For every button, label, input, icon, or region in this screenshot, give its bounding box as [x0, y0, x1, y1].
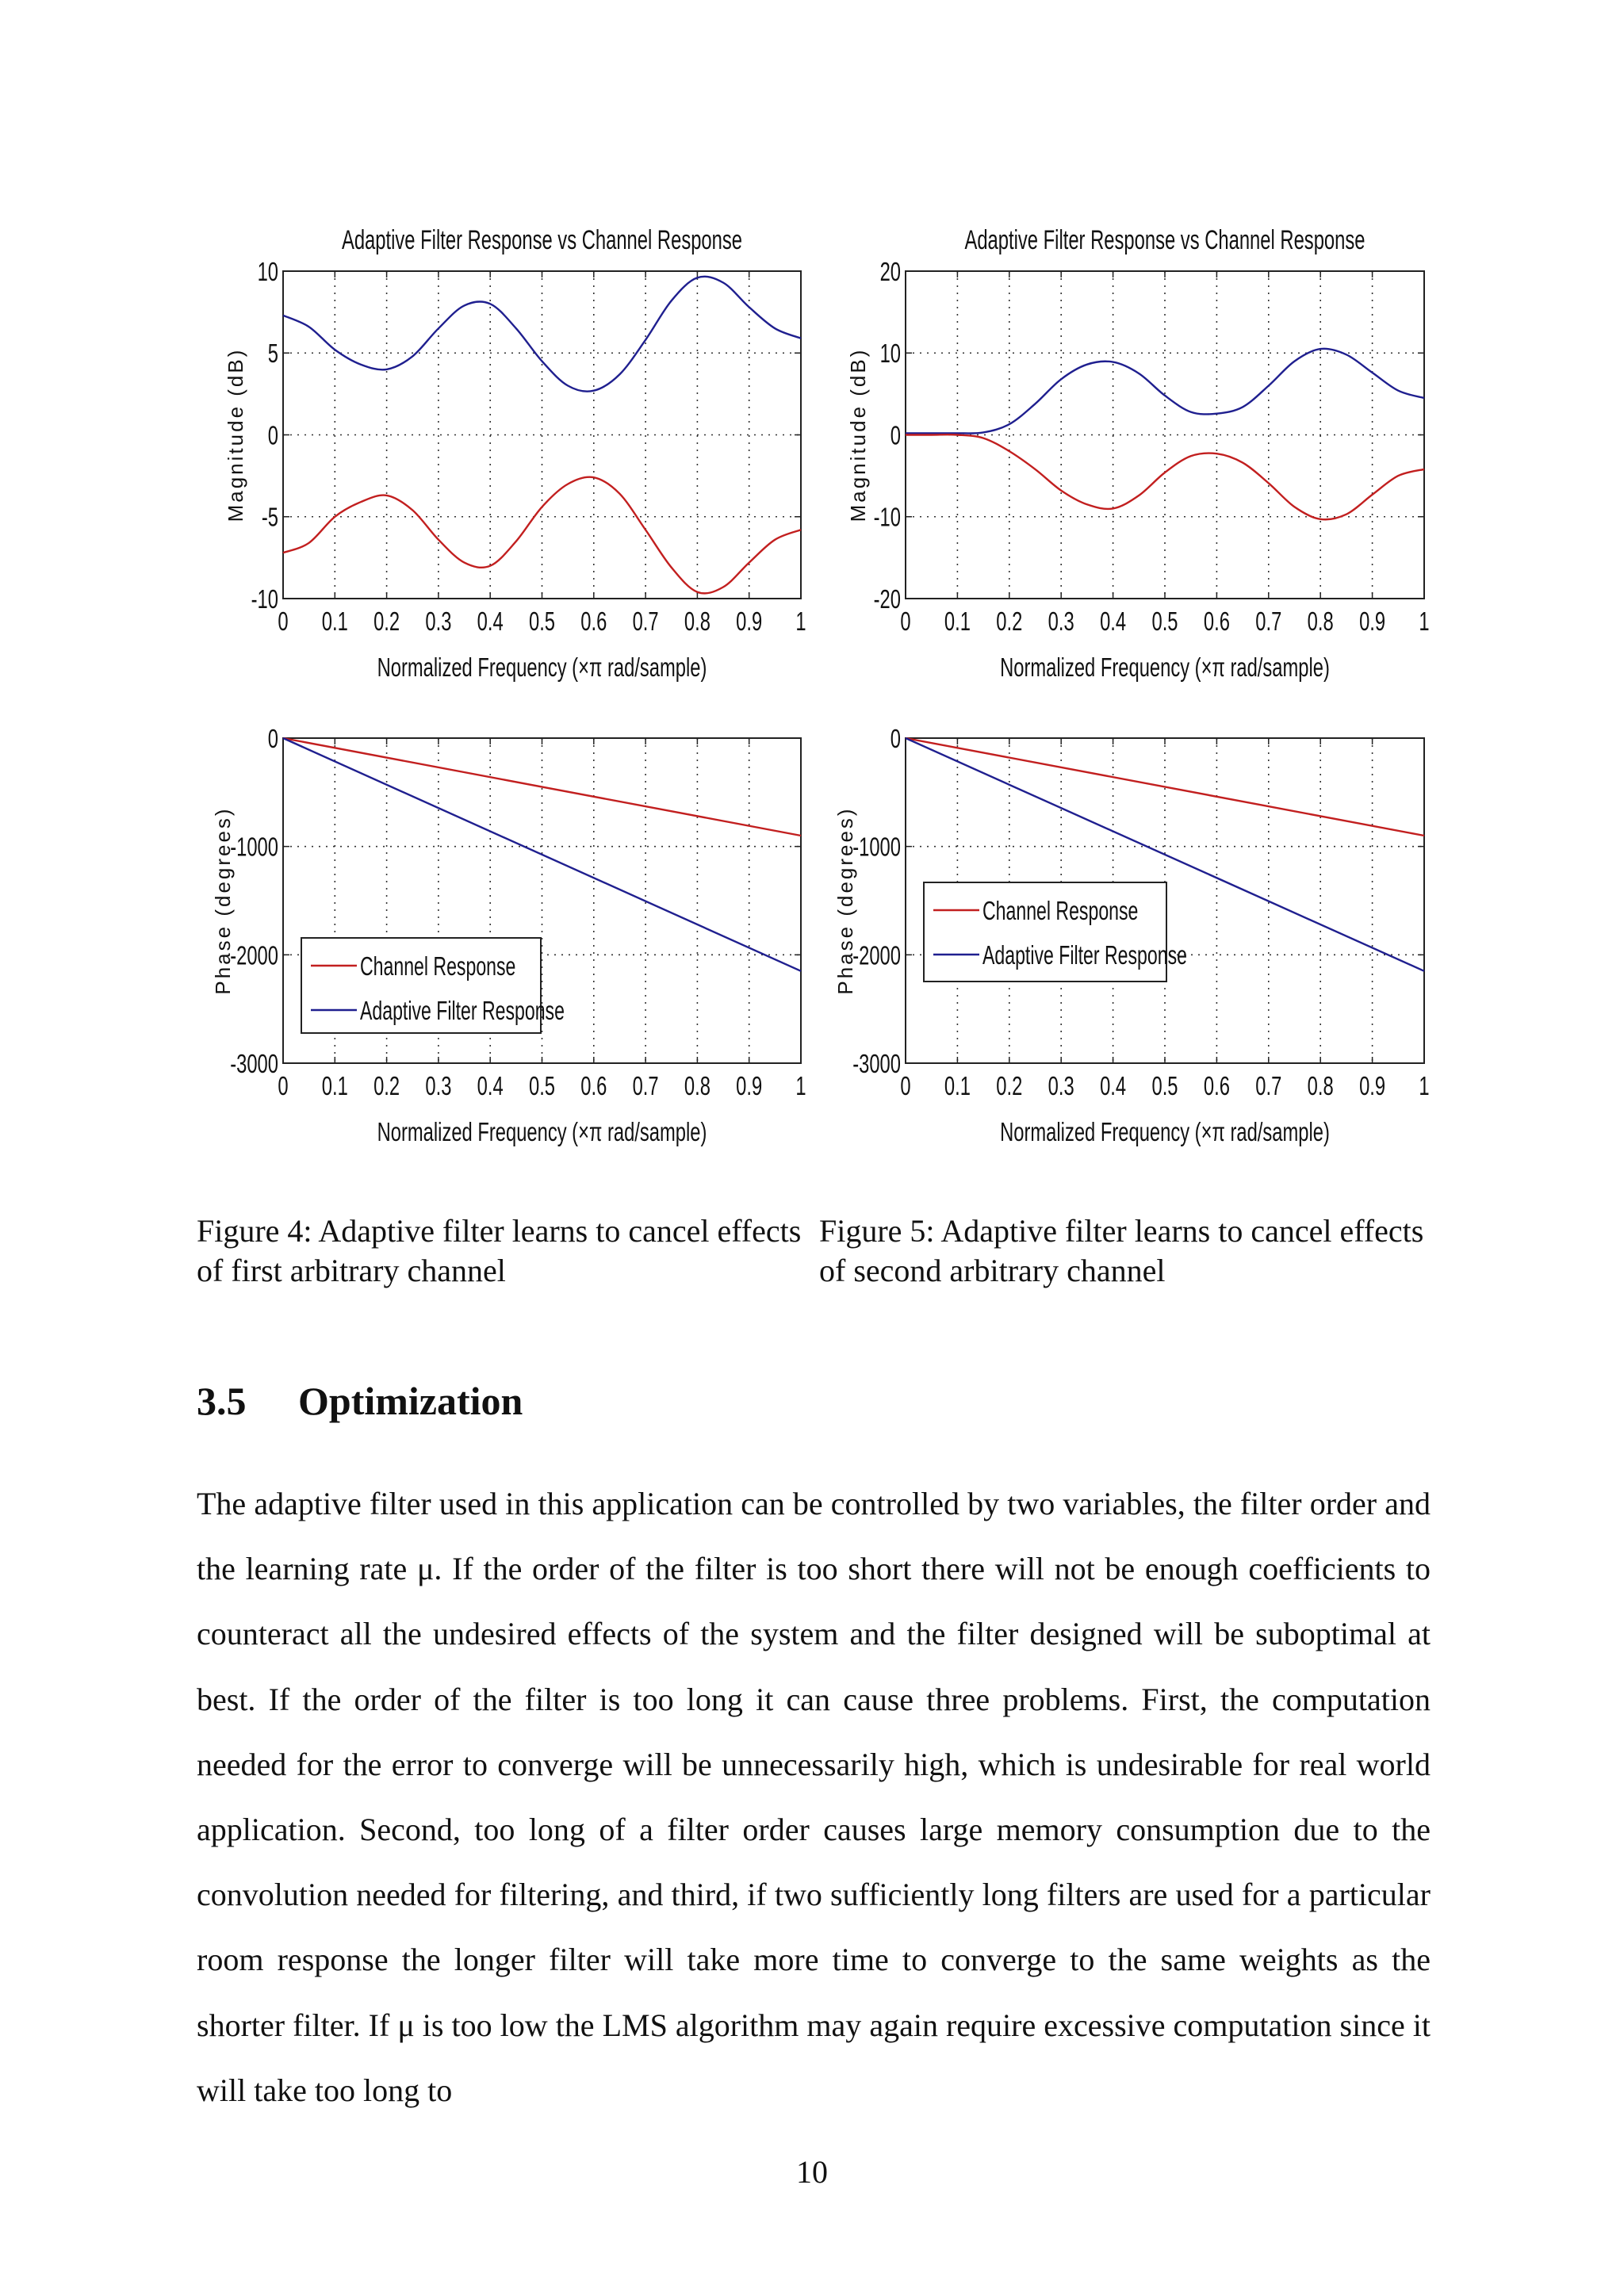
fig5_mag-x-tick-label: 0.1: [944, 607, 971, 637]
fig5_phase-x-tick-label: 0.4: [1100, 1072, 1127, 1102]
fig4_phase-x-tick-label: 0.6: [580, 1072, 607, 1102]
section-heading: [197, 1378, 523, 1424]
fig5_phase-x-tick-label: 0.3: [1048, 1072, 1074, 1102]
fig4_mag-x-tick-label: 0.5: [528, 607, 556, 637]
fig4_mag-x-tick-label: 0.3: [425, 607, 452, 637]
fig4_phase-x-tick-label: 0.2: [373, 1072, 400, 1102]
fig4_phase-x-tick-label: 0.3: [425, 1072, 452, 1102]
fig5_phase-y-tick-label: -3000: [852, 1050, 901, 1080]
fig4_mag-x-tick-label: 0.2: [373, 607, 400, 637]
fig5_mag-y-tick-label: -10: [873, 503, 901, 533]
fig5_mag-x-tick-label: 0.8: [1307, 607, 1334, 637]
fig4_mag-y-tick-label: 5: [267, 339, 279, 369]
fig4_mag-x-tick-label: 0.7: [632, 607, 659, 637]
fig4_mag-x-axis-label: Normalized Frequency (×π rad/sample): [377, 653, 707, 683]
fig4_phase-legend-label: Channel Response: [360, 952, 516, 982]
fig4_phase-x-tick-label: 0.7: [632, 1072, 659, 1102]
fig4_mag-y-tick-label: -5: [261, 503, 279, 533]
fig5_mag-y-tick-label: 0: [890, 421, 902, 451]
fig4_phase-x-tick-label: 0.4: [477, 1072, 504, 1102]
fig5_phase-x-tick-label: 0.8: [1307, 1072, 1334, 1102]
body-paragraph: The adaptive filter used in this application can be controlled by two variables, the filter order and the learning rate μ. If the order of the filter is too short there will not be enough coefficients to counteract all the undesired effects of the system and the filter designed will be suboptimal at best. If the order of the filter is too long it can cause three problems. First, the computation needed for the error to converge will be unnecessarily high, which is undesirable for real world application. Second, too long of a filter order causes large memory consumption due to the convolution needed for filtering, and third, if two sufficiently long filters are used for a particular room response the longer filter will take more time to converge to the same weights as the shorter filter. If μ is too low the LMS algorithm may again require excessive computation since it will take too long to: [197, 1486, 1431, 2108]
fig5_mag-x-tick-label: 0.7: [1255, 607, 1282, 637]
section-title: Optimization: [298, 1379, 523, 1423]
fig5_phase-x-tick-label: 1: [1419, 1072, 1430, 1102]
figure-5-caption: Figure 5: Adaptive filter learns to cancel effects of second arbitrary channel: [819, 1213, 1424, 1288]
fig4_mag-y-tick-label: 10: [257, 258, 279, 288]
fig4_phase-y-tick-label: -1000: [230, 832, 279, 863]
fig5_phase-x-tick-label: 0.6: [1203, 1072, 1230, 1102]
fig4_phase-x-tick-label: 0.1: [321, 1072, 348, 1102]
section-number: 3.5: [197, 1379, 247, 1423]
page-number: 10: [796, 2154, 828, 2190]
fig4_phase-legend-label: Adaptive Filter Response: [360, 997, 565, 1027]
fig5_phase-x-tick-label: 0.1: [944, 1072, 971, 1102]
fig5_phase-x-tick-label: 0: [900, 1072, 911, 1102]
fig4_mag-x-tick-label: 0.8: [684, 607, 710, 637]
fig5_phase-legend-label: Channel Response: [982, 897, 1139, 927]
fig5_phase-y-tick-label: 0: [890, 725, 902, 755]
fig5_mag-x-tick-label: 0.6: [1203, 607, 1230, 637]
fig5_mag-y-tick-label: 10: [879, 339, 902, 369]
fig4_mag-x-tick-label: 0.4: [477, 607, 504, 637]
fig4_mag-x-tick-label: 0: [278, 607, 289, 637]
fig5_mag-x-tick-label: 0.5: [1151, 607, 1178, 637]
fig4_phase-x-tick-label: 0.5: [528, 1072, 556, 1102]
fig5_mag-y-axis-label: Magnitude (dB): [846, 347, 870, 522]
fig5_phase-y-tick-label: -2000: [852, 941, 901, 971]
figure-4-caption: Figure 4: Adaptive filter learns to cancel effects of first arbitrary channel: [197, 1213, 802, 1288]
fig4_mag-title: Adaptive Filter Response vs Channel Response: [341, 224, 743, 256]
fig4_phase-x-tick-label: 1: [795, 1072, 806, 1102]
fig4_mag-y-tick-label: -10: [251, 585, 279, 615]
fig5_phase-x-tick-label: 0.5: [1151, 1072, 1178, 1102]
fig4_phase-y-tick-label: 0: [267, 725, 279, 755]
fig4_mag-x-tick-label: 1: [795, 607, 806, 637]
fig4_mag-x-tick-label: 0.9: [736, 607, 763, 637]
fig4_phase-y-tick-label: -3000: [230, 1050, 279, 1080]
fig4_phase-y-tick-label: -2000: [230, 941, 279, 971]
fig5_mag-x-tick-label: 0: [900, 607, 911, 637]
fig4_mag-y-axis-label: Magnitude (dB): [224, 347, 247, 522]
fig4_phase-x-tick-label: 0.8: [684, 1072, 710, 1102]
fig5_phase-x-axis-label: Normalized Frequency (×π rad/sample): [1000, 1118, 1330, 1148]
fig5_mag-y-tick-label: -20: [873, 585, 901, 615]
fig5_mag-x-tick-label: 1: [1419, 607, 1430, 637]
fig5_phase-y-tick-label: -1000: [852, 832, 901, 863]
fig4_mag-x-tick-label: 0.1: [321, 607, 348, 637]
fig4_phase-x-axis-label: Normalized Frequency (×π rad/sample): [377, 1118, 707, 1148]
fig4_mag-y-tick-label: 0: [267, 421, 279, 451]
fig5_mag-x-tick-label: 0.4: [1100, 607, 1127, 637]
fig5_phase-x-tick-label: 0.2: [996, 1072, 1023, 1102]
fig5_mag-y-tick-label: 20: [879, 258, 902, 288]
fig4_phase-y-axis-label: Phase (degrees): [211, 806, 235, 995]
fig5_phase-x-tick-label: 0.7: [1255, 1072, 1282, 1102]
fig5_phase-x-tick-label: 0.9: [1359, 1072, 1386, 1102]
fig5_mag-x-tick-label: 0.3: [1048, 607, 1074, 637]
fig5_mag-x-tick-label: 0.9: [1359, 607, 1386, 637]
fig4_phase-x-tick-label: 0.9: [736, 1072, 763, 1102]
fig5_mag-x-tick-label: 0.2: [996, 607, 1023, 637]
fig5_phase-y-axis-label: Phase (degrees): [833, 806, 857, 995]
fig4_phase-x-tick-label: 0: [278, 1072, 289, 1102]
fig5_phase-legend-label: Adaptive Filter Response: [982, 941, 1187, 971]
fig5_mag-x-axis-label: Normalized Frequency (×π rad/sample): [1000, 653, 1330, 683]
fig5_mag-title: Adaptive Filter Response vs Channel Response: [964, 224, 1365, 256]
fig4_mag-x-tick-label: 0.6: [580, 607, 607, 637]
